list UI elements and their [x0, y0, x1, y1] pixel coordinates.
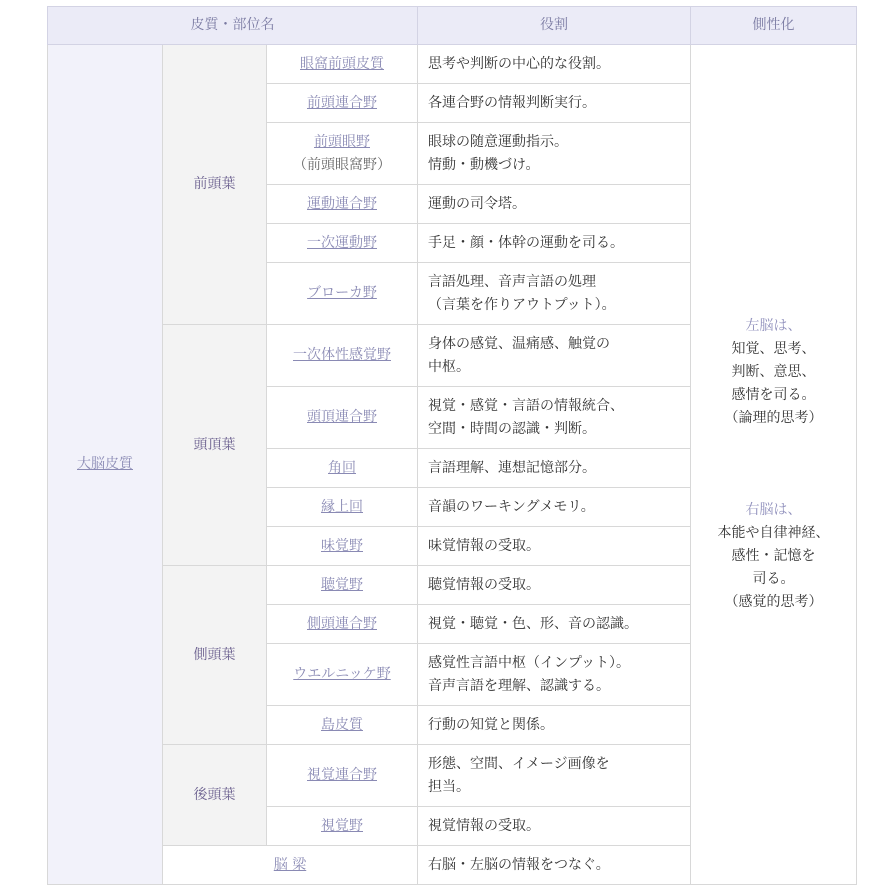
role-text: 言語処理、音声言語の処理	[428, 273, 596, 290]
area-link-visual-association[interactable]: 視覚連合野	[307, 767, 377, 783]
area-cell	[267, 123, 418, 185]
role-text: 言語理解、連想記憶部分。	[428, 459, 596, 476]
area-cell	[267, 566, 418, 605]
area-link-prefrontal-association[interactable]: 前頭連合野	[307, 94, 377, 111]
area-cell	[267, 224, 418, 263]
role-cell	[418, 263, 691, 325]
role-text: 情動・動機づけ。	[428, 156, 540, 173]
left-brain-line: （論理的思考）	[724, 410, 823, 426]
area-link-wernicke[interactable]: ウエルニッケ野	[293, 666, 391, 682]
role-cell	[418, 527, 691, 566]
area-cell	[267, 325, 418, 387]
area-cell	[267, 527, 418, 566]
brain-cortex-table	[47, 6, 857, 885]
role-text: 空間・時間の認識・判断。	[428, 420, 596, 437]
role-text: 音韻のワーキングメモリ。	[428, 498, 595, 515]
area-link-gustatory-cortex[interactable]: 味覚野	[321, 537, 363, 554]
role-text: 視覚・聴覚・色、形、音の認識。	[428, 615, 638, 632]
area-link-temporal-association[interactable]: 側頭連合野	[307, 615, 377, 632]
cortex-link[interactable]: 大脳皮質	[77, 456, 133, 472]
left-brain-title: 左脳は、	[745, 318, 802, 334]
role-text: 中枢。	[428, 358, 470, 375]
area-cell	[267, 45, 418, 84]
area-link-primary-somatosensory[interactable]: 一次体性感覚野	[293, 347, 391, 363]
lobe-frontal: 前頭葉	[163, 45, 267, 325]
role-cell	[418, 45, 691, 84]
right-brain-line: （感覚的思考）	[724, 594, 823, 610]
area-link-broca[interactable]: ブローカ野	[307, 285, 377, 301]
role-cell	[418, 566, 691, 605]
spacer	[701, 430, 846, 499]
role-cell	[418, 644, 691, 706]
role-text: 右脳・左脳の情報をつなぐ。	[428, 856, 610, 873]
role-cell	[418, 745, 691, 807]
role-text: 視覚・感覚・言語の情報統合、	[428, 397, 624, 414]
area-link-parietal-association[interactable]: 頭頂連合野	[307, 409, 377, 425]
area-link-orbitofrontal[interactable]: 眼窩前頭皮質	[300, 55, 384, 72]
area-link-frontal-eye-field[interactable]: 前頭眼野	[314, 133, 370, 150]
role-cell	[418, 84, 691, 123]
area-cell	[267, 449, 418, 488]
role-cell	[418, 807, 691, 846]
right-brain-title: 右脳は、	[745, 502, 802, 518]
area-cell	[267, 807, 418, 846]
role-text: 味覚情報の受取。	[428, 537, 540, 554]
role-text: 視覚情報の受取。	[428, 817, 540, 834]
table-row	[48, 45, 857, 84]
role-text: 担当。	[428, 778, 470, 795]
cortex-cell	[48, 45, 163, 885]
role-cell	[418, 387, 691, 449]
role-cell	[418, 488, 691, 527]
role-cell	[418, 605, 691, 644]
role-text: 形態、空間、イメージ画像を	[428, 755, 610, 772]
role-text: 運動の司令塔。	[428, 195, 526, 212]
role-text: 各連合野の情報判断実行。	[428, 94, 596, 111]
right-brain-line: 司る。	[752, 571, 795, 587]
role-text: 眼球の随意運動指示。	[428, 133, 568, 150]
area-cell	[267, 387, 418, 449]
area-cell	[267, 706, 418, 745]
role-text: 聴覚情報の受取。	[428, 576, 540, 593]
role-text: （言葉を作りアウトプット）。	[428, 296, 616, 313]
role-text: 手足・顔・体幹の運動を司る。	[428, 234, 624, 251]
area-cell	[267, 745, 418, 807]
right-brain-line: 本能や自律神経、	[717, 525, 830, 541]
lateralization-cell	[691, 45, 857, 885]
role-cell	[418, 325, 691, 387]
role-cell	[418, 123, 691, 185]
area-link-visual-cortex[interactable]: 視覚野	[321, 817, 363, 834]
left-brain-line: 感情を司る。	[731, 387, 816, 403]
header-lateral: 側性化	[691, 7, 857, 45]
table-wrapper	[47, 6, 857, 885]
area-link-auditory-cortex[interactable]: 聴覚野	[321, 576, 363, 593]
role-cell	[418, 185, 691, 224]
role-text: 行動の知覚と関係。	[428, 716, 554, 733]
right-brain-line: 感性・記憶を	[731, 548, 816, 564]
area-link-motor-association[interactable]: 運動連合野	[307, 195, 377, 212]
header-role: 役割	[418, 7, 691, 45]
lobe-parietal: 頭頂葉	[163, 325, 267, 566]
corpus-callosum-cell	[163, 846, 418, 885]
area-link-supramarginal-gyrus[interactable]: 縁上回	[321, 498, 363, 515]
area-cell	[267, 185, 418, 224]
area-link-insular-cortex[interactable]: 島皮質	[321, 716, 363, 733]
header-area: 皮質・部位名	[48, 7, 418, 45]
role-text: 身体の感覚、温痛感、触覚の	[428, 335, 610, 352]
role-text: 思考や判断の中心的な役割。	[428, 55, 610, 72]
role-text: 感覚性言語中枢（インプット）。	[428, 654, 631, 671]
lobe-occipital: 後頭葉	[163, 745, 267, 846]
area-cell	[267, 263, 418, 325]
area-link-angular-gyrus[interactable]: 角回	[328, 459, 356, 476]
area-cell	[267, 488, 418, 527]
area-cell	[267, 605, 418, 644]
role-cell	[418, 224, 691, 263]
area-link-corpus-callosum[interactable]: 脳 梁	[273, 856, 307, 873]
area-alt-name: （前頭眼窩野）	[293, 156, 391, 173]
left-brain-line: 判断、意思、	[731, 364, 816, 380]
area-cell	[267, 84, 418, 123]
role-text: 音声言語を理解、認識する。	[428, 677, 610, 694]
area-cell	[267, 644, 418, 706]
lobe-temporal: 側頭葉	[163, 566, 267, 745]
area-link-primary-motor[interactable]: 一次運動野	[307, 234, 377, 251]
role-cell	[418, 846, 691, 885]
role-cell	[418, 706, 691, 745]
left-brain-line: 知覚、思考、	[731, 341, 816, 357]
role-cell	[418, 449, 691, 488]
